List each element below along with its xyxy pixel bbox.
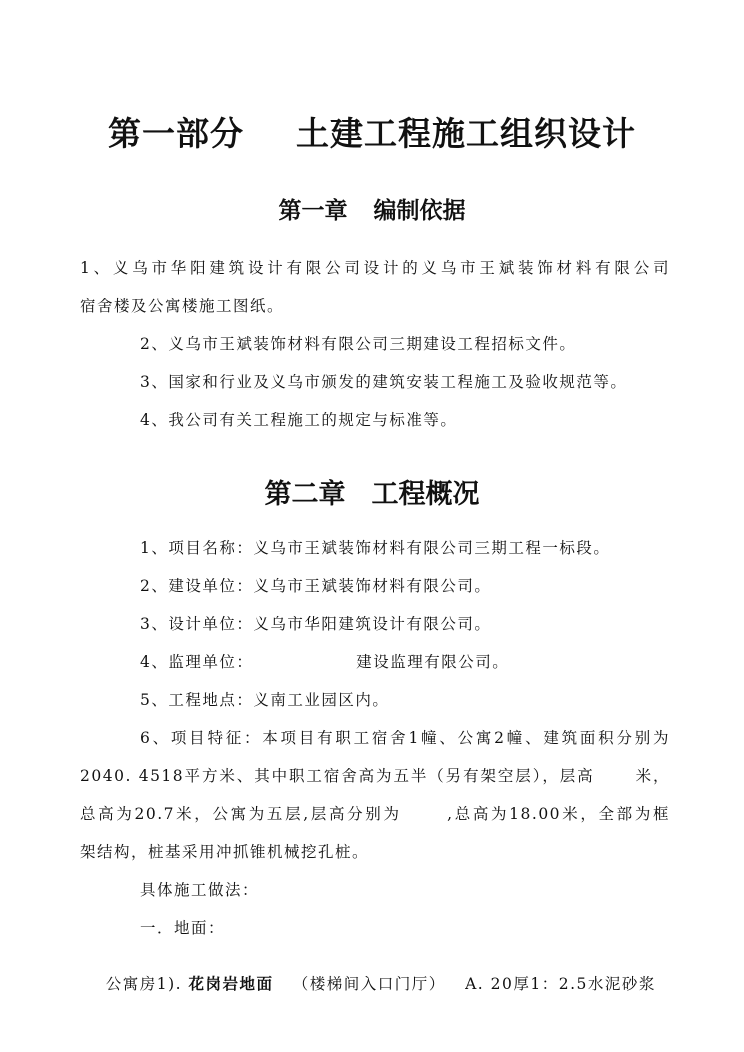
chapter-1-name: 编制依据 bbox=[373, 197, 466, 224]
chapter-1-number: 第一章 bbox=[278, 197, 348, 224]
chapter-1-item-4: 4、我公司有关工程施工的规定与标准等。 bbox=[140, 411, 458, 429]
chapter-2-item-6: 6、项目特征：本项目有职工宿舍1幢、公寓2幢、建筑面积分别为 bbox=[140, 729, 670, 747]
chapter-1-item-2: 2、义乌市王斌装饰材料有限公司三期建设工程招标文件。 bbox=[140, 335, 577, 353]
chapter-1-heading bbox=[0, 192, 744, 225]
chapter-2-item-3: 3、设计单位：义乌市华阳建筑设计有限公司。 bbox=[140, 615, 492, 633]
practice-row-bold: 花岗岩地面 bbox=[188, 974, 274, 993]
practice-section-floor: 一．地面： bbox=[140, 919, 226, 937]
title-part: 第一部分 bbox=[108, 114, 244, 153]
chapter-2-item-6-cont-2: 总高为20.7米，公寓为五层,层高分别为 ,总高为18.00米，全部为框 bbox=[80, 805, 670, 823]
chapter-2-item-2: 2、建设单位：义乌市王斌装饰材料有限公司。 bbox=[140, 577, 492, 595]
practice-row-suffix: （楼梯间入口门厅） A. 20厚1：2.5水泥砂浆 bbox=[292, 975, 656, 993]
chapter-1-item-1-cont: 宿舍楼及公寓楼施工图纸。 bbox=[80, 297, 285, 315]
practice-row-granite bbox=[80, 954, 656, 1012]
chapter-2-item-1: 1、项目名称：义乌市王斌装饰材料有限公司三期工程一标段。 bbox=[140, 539, 611, 557]
title-name: 土建工程施工组织设计 bbox=[296, 114, 636, 153]
practice-intro: 具体施工做法： bbox=[140, 881, 260, 899]
chapter-2-item-6-cont-3: 架结构，桩基采用冲抓锥机械挖孔桩。 bbox=[80, 843, 370, 861]
practice-row-prefix: 公寓房1). bbox=[105, 975, 183, 993]
chapter-1-item-1: 1、义乌市华阳建筑设计有限公司设计的义乌市王斌装饰材料有限公司 bbox=[80, 259, 670, 277]
document-title bbox=[0, 108, 744, 155]
chapter-2-item-5: 5、工程地点：义南工业园区内。 bbox=[140, 691, 390, 709]
chapter-2-name: 工程概况 bbox=[371, 479, 480, 510]
chapter-1-item-3: 3、国家和行业及义乌市颁发的建筑安装工程施工及验收规范等。 bbox=[140, 373, 628, 391]
chapter-2-item-6-cont-1: 2040. 4518平方米、其中职工宿舍高为五半（另有架空层），层高 米， bbox=[80, 767, 670, 785]
chapter-2-item-4: 4、监理单位： 建设监理有限公司。 bbox=[140, 653, 510, 671]
chapter-2-heading bbox=[0, 472, 744, 511]
chapter-2-number: 第二章 bbox=[264, 479, 346, 510]
